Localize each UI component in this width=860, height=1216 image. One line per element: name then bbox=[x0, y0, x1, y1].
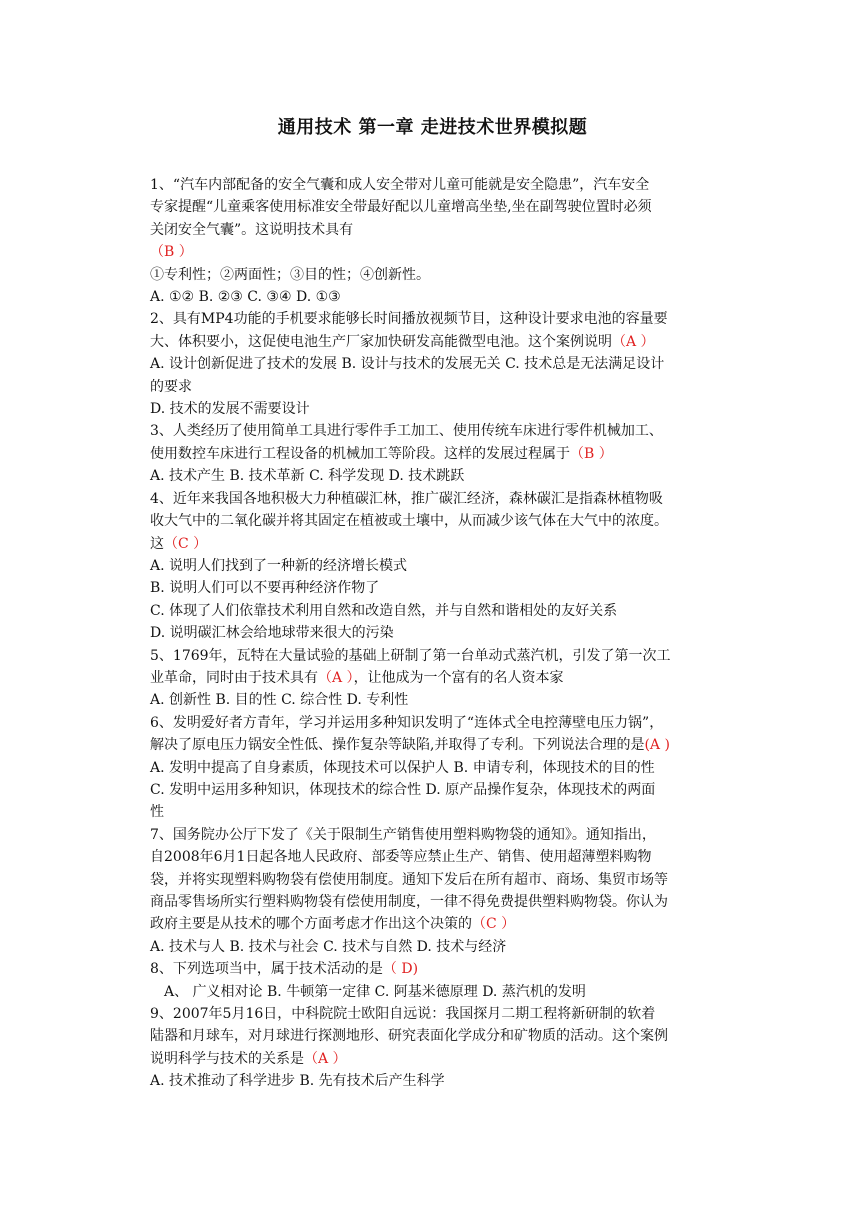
text-line bbox=[150, 219, 715, 241]
line-text: 解决了原电压力锅安全性低、操作复杂等缺陷,并取得了专利。下列说法合理的是 bbox=[150, 737, 645, 754]
line-text: 使用数控车床进行工程设备的机械加工等阶段。这样的发展过程属于 bbox=[150, 445, 570, 462]
text-line bbox=[150, 779, 715, 801]
text-line bbox=[150, 533, 715, 555]
line-text: 3、人类经历了使用简单工具进行零件手工加工、使用传统车床进行零件机械加工、 bbox=[150, 423, 663, 440]
text-line bbox=[150, 331, 715, 353]
answer-mark: （ D) bbox=[382, 961, 419, 978]
line-text: A. 技术产生 B. 技术革新 C. 科学发现 D. 技术跳跃 bbox=[150, 468, 465, 485]
line-text: A. ①② B. ②③ C. ③④ D. ①③ bbox=[150, 289, 341, 306]
text-line bbox=[150, 645, 715, 667]
line-text: C. 发明中运用多种知识，体现技术的综合性 D. 原产品操作复杂，体现技术的两面 bbox=[150, 781, 656, 798]
text-line bbox=[150, 488, 715, 510]
line-text: A. 说明人们找到了一种新的经济增长模式 bbox=[150, 557, 408, 574]
text-line bbox=[150, 420, 715, 442]
page-title: 通用技术 第一章 走进技术世界模拟题 bbox=[277, 117, 588, 138]
text-line bbox=[150, 353, 715, 375]
line-text: 关闭安全气囊”。这说明技术具有 bbox=[150, 221, 354, 238]
text-line bbox=[150, 958, 715, 980]
document-page bbox=[150, 116, 715, 1093]
line-text: 8、下列选项当中，属于技术活动的是 bbox=[150, 961, 383, 978]
text-line bbox=[150, 196, 715, 218]
text-line bbox=[150, 577, 715, 599]
text-line bbox=[150, 846, 715, 868]
line-text: 的要求 bbox=[150, 378, 192, 395]
line-text: A. 创新性 B. 目的性 C. 综合性 D. 专利性 bbox=[150, 692, 409, 709]
answer-mark: （B ） bbox=[150, 244, 193, 261]
answer-mark: （A ） bbox=[318, 669, 354, 686]
document-body bbox=[150, 174, 715, 1093]
text-line bbox=[150, 1003, 715, 1025]
line-text-after: ，让他成为一个富有的名人资本家 bbox=[353, 669, 564, 686]
line-text: 4、近年来我国各地积极大力种植碳汇林，推广碳汇经济，森林碳汇是指森林植物吸 bbox=[150, 490, 663, 507]
line-text: 9、2007年5月16日，中科院院士欧阳自远说：我国探月二期工程将新研制的软着 bbox=[150, 1006, 656, 1023]
line-text: 业革命，同时由于技术具有 bbox=[150, 669, 318, 686]
text-line bbox=[150, 398, 715, 420]
line-text: 收大气中的二氧化碳并将其固定在植被或土壤中，从而减少该气体在大气中的浓度。 bbox=[150, 513, 668, 530]
text-line bbox=[150, 264, 715, 286]
line-text: 5、1769年，瓦特在大量试验的基础上研制了第一台单动式蒸汽机，引发了第一次工 bbox=[150, 647, 671, 664]
line-text: 政府主要是从技术的哪个方面考虑才作出这个决策的 bbox=[150, 916, 472, 933]
line-text: 自2008年6月1日起各地人民政府、部委等应禁止生产、销售、使用超薄塑料购物 bbox=[150, 849, 652, 866]
text-line bbox=[150, 801, 715, 823]
text-line bbox=[150, 308, 715, 330]
line-text: 大、体积要小，这促使电池生产厂家加快研发高能微型电池。这个案例说明 bbox=[150, 333, 612, 350]
text-line bbox=[150, 981, 715, 1003]
answer-mark: （C ） bbox=[472, 916, 516, 933]
text-line bbox=[150, 376, 715, 398]
line-text: 专家提醒“儿童乘客使用标准安全带最好配以儿童增高坐垫,坐在副驾驶位置时必须 bbox=[150, 199, 652, 216]
line-text: D. 技术的发展不需要设计 bbox=[150, 401, 310, 418]
line-text: A. 发明中提高了自身素质，体现技术可以保护人 B. 申请专利，体现技术的目的性 bbox=[150, 759, 655, 776]
answer-mark: （B ） bbox=[570, 445, 613, 462]
text-line bbox=[150, 600, 715, 622]
line-text: 袋，并将实现塑料购物袋有偿使用制度。通知下发后在所有超市、商场、集贸市场等 bbox=[150, 871, 668, 888]
text-line bbox=[150, 913, 715, 935]
line-text: D. 说明碳汇林会给地球带来很大的污染 bbox=[150, 625, 394, 642]
line-text: 1、“汽车内部配备的安全气囊和成人安全带对儿童可能就是安全隐患”，汽车安全 bbox=[150, 177, 650, 193]
text-line bbox=[150, 241, 715, 263]
line-text: 陆器和月球车，对月球进行探测地形、研究表面化学成分和矿物质的活动。这个案例 bbox=[150, 1028, 668, 1045]
text-line bbox=[150, 555, 715, 577]
line-text: B. 说明人们可以不要再种经济作物了 bbox=[150, 580, 380, 597]
line-text: A、 广义相对论 B. 牛顿第一定律 C. 阿基米德原理 D. 蒸汽机的发明 bbox=[164, 983, 586, 1000]
text-line bbox=[150, 757, 715, 779]
answer-mark: （A ） bbox=[304, 1050, 347, 1067]
text-line bbox=[150, 286, 715, 308]
line-text: 性 bbox=[150, 804, 164, 821]
text-line bbox=[150, 891, 715, 913]
answer-mark: (A ) bbox=[644, 737, 670, 754]
line-text: C. 体现了人们依靠技术利用自然和改造自然，并与自然和谐相处的友好关系 bbox=[150, 602, 618, 619]
text-line bbox=[150, 712, 715, 734]
text-line bbox=[150, 1025, 715, 1047]
text-line bbox=[150, 1048, 715, 1070]
text-line bbox=[150, 734, 715, 756]
text-line bbox=[150, 510, 715, 532]
line-text: 7、国务院办公厅下发了《关于限制生产销售使用塑料购物袋的通知》。通知指出， bbox=[150, 826, 656, 843]
text-line bbox=[150, 1070, 715, 1092]
line-text: 说明科学与技术的关系是 bbox=[150, 1050, 304, 1067]
line-text: A. 技术与人 B. 技术与社会 C. 技术与自然 D. 技术与经济 bbox=[150, 938, 507, 955]
text-line bbox=[150, 465, 715, 487]
line-text: 2、具有MP4功能的手机要求能够长时间播放视频节目，这种设计要求电池的容量要 bbox=[150, 311, 668, 328]
line-text: ①专利性；②两面性；③目的性；④创新性。 bbox=[150, 266, 430, 283]
line-text: A. 技术推动了科学进步 B. 先有技术后产生科学 bbox=[150, 1073, 445, 1090]
text-line bbox=[150, 622, 715, 644]
text-line bbox=[150, 667, 715, 689]
answer-mark: （A ） bbox=[612, 333, 655, 350]
answer-mark: （C ） bbox=[164, 535, 208, 552]
text-line bbox=[150, 174, 715, 196]
text-line bbox=[150, 689, 715, 711]
line-text: 这 bbox=[150, 535, 164, 552]
text-line bbox=[150, 869, 715, 891]
text-line bbox=[150, 443, 715, 465]
line-text: 商品零售场所实行塑料购物袋有偿使用制度，一律不得免费提供塑料购物袋。你认为 bbox=[150, 894, 668, 910]
text-line bbox=[150, 824, 715, 846]
line-text: A. 设计创新促进了技术的发展 B. 设计与技术的发展无关 C. 技术总是无法满足设计 bbox=[150, 356, 665, 373]
text-line bbox=[150, 936, 715, 958]
line-text: 6、发明爱好者方青年，学习并运用多种知识发明了“连体式全电控薄壁电压力锅”， bbox=[150, 714, 664, 731]
